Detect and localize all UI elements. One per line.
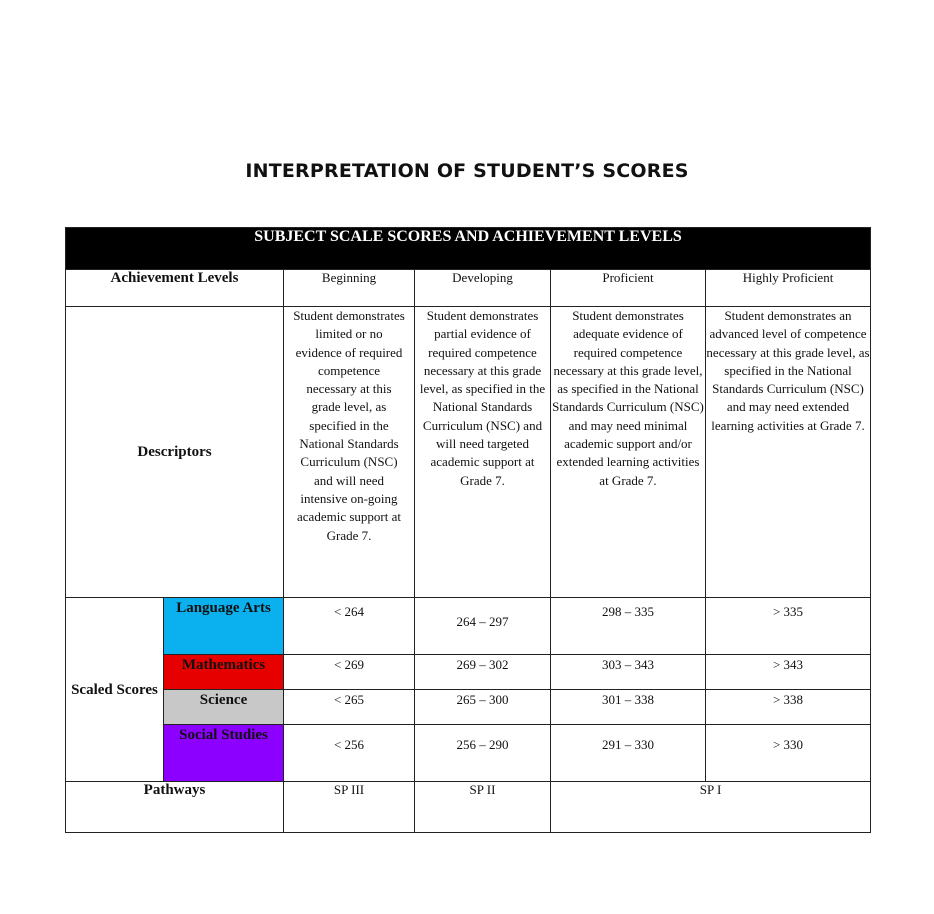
achievement-levels-table <box>65 227 871 833</box>
achievement-levels-label: Achievement Levels <box>66 270 284 307</box>
score-range: 264 – 297 <box>415 598 551 655</box>
score-range: > 330 <box>706 725 871 782</box>
score-range: 303 – 343 <box>551 655 706 690</box>
level-proficient: Proficient <box>551 270 706 307</box>
score-range: 298 – 335 <box>551 598 706 655</box>
descriptor-beginning: Student demonstrates limited or no evidence of required competence necessary at this grade level, as specified in the National Standards Curriculum (NSC) and will need intensive on-going academic support at Grade 7. <box>284 307 415 598</box>
pathway-beginning: SP III <box>284 782 415 833</box>
score-range: 301 – 338 <box>551 690 706 725</box>
scaled-scores-label: Scaled Scores <box>66 598 164 782</box>
score-range: > 335 <box>706 598 871 655</box>
score-range: < 265 <box>284 690 415 725</box>
descriptor-developing: Student demonstrates partial evidence of required competence necessary at this grade level, as specified in the National Standards Curriculum (NSC) and will need targeted academic support at Grade 7. <box>415 307 551 598</box>
score-range: < 264 <box>284 598 415 655</box>
score-range: < 256 <box>284 725 415 782</box>
level-beginning: Beginning <box>284 270 415 307</box>
pathway-proficient: SP I <box>551 782 871 833</box>
score-range: 269 – 302 <box>415 655 551 690</box>
page-title: INTERPRETATION OF STUDENT’S SCORES <box>245 160 689 182</box>
subject-science: Science <box>164 690 284 725</box>
descriptor-highly-proficient: Student demonstrates an advanced level of competence necessary at this grade level, as specified in the National Standards Curriculum (NSC) and may need extended learning activities at Grade 7. <box>706 307 871 598</box>
pathways-label: Pathways <box>66 782 284 833</box>
descriptors-label: Descriptors <box>66 307 284 598</box>
score-range: 256 – 290 <box>415 725 551 782</box>
score-range: > 338 <box>706 690 871 725</box>
table-header: SUBJECT SCALE SCORES AND ACHIEVEMENT LEVELS <box>66 228 871 270</box>
score-range: 291 – 330 <box>551 725 706 782</box>
pathway-developing: SP II <box>415 782 551 833</box>
descriptor-proficient: Student demonstrates adequate evidence of required competence necessary at this grade level, as specified in the National Standards Curriculum (NSC) and may need minimal academic support and/or extended learning activities at Grade 7. <box>551 307 706 598</box>
subject-mathematics: Mathematics <box>164 655 284 690</box>
score-range: 265 – 300 <box>415 690 551 725</box>
level-developing: Developing <box>415 270 551 307</box>
subject-social-studies: Social Studies <box>164 725 284 782</box>
level-highly-proficient: Highly Proficient <box>706 270 871 307</box>
score-range: > 343 <box>706 655 871 690</box>
subject-language-arts: Language Arts <box>164 598 284 655</box>
score-range: < 269 <box>284 655 415 690</box>
